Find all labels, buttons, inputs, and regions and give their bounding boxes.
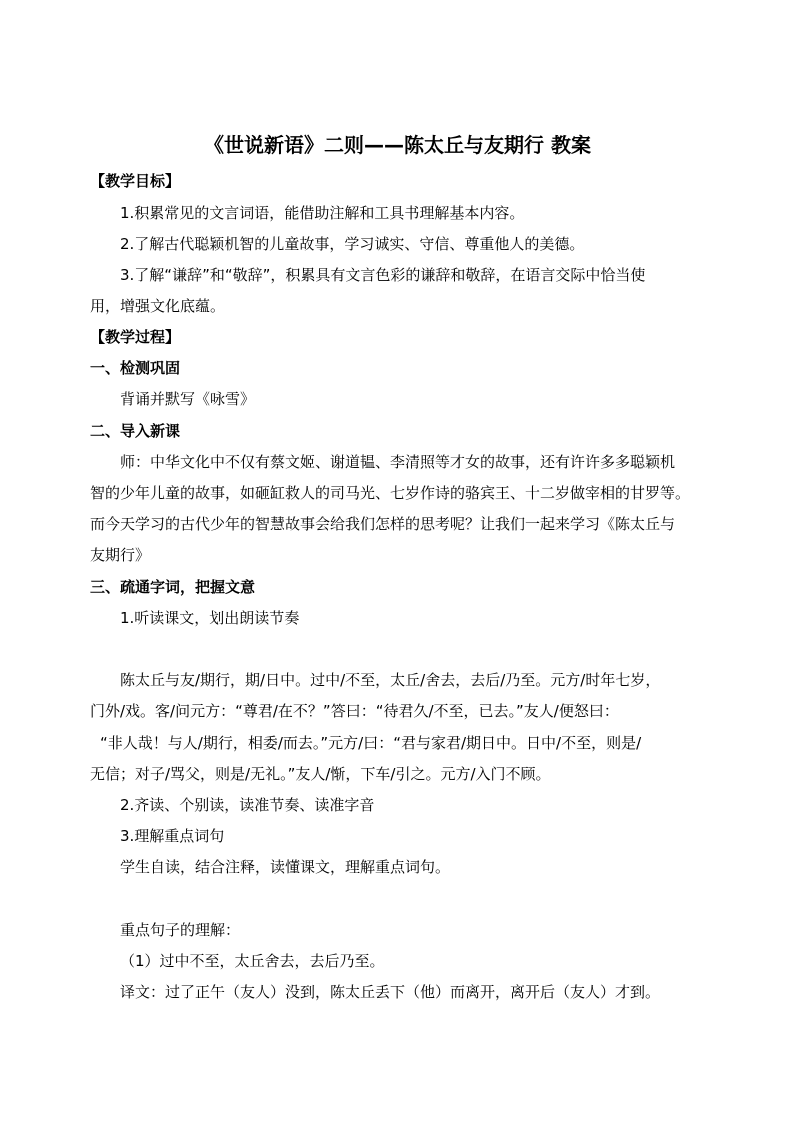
step-3-text: 学生自读，结合注释，读懂课文，理解重点词句。 — [120, 858, 451, 876]
goal-item-1: 1.积累常见的文言词语，能借助注解和工具书理解基本内容。 — [120, 204, 525, 222]
passage-line-3: “非人哉！与人/期行，相委/而去。”元方/曰：“君与家君/期日中。日中/不至，则是/ — [100, 734, 642, 752]
step-3: 3.理解重点词句 — [120, 827, 225, 845]
passage-line-1: 陈太丘与友/期行，期/日中。过中/不至，太丘/舍去，去后/乃至。元方/时年七岁， — [120, 671, 661, 689]
section-2-paragraph-line-4: 友期行》 — [90, 546, 151, 564]
section-3-heading: 三、疏通字词，把握文意 — [90, 578, 256, 596]
section-1-heading: 一、检测巩固 — [90, 359, 181, 377]
section-2-paragraph-line-2: 智的少年儿童的故事，如砸缸救人的司马光、七岁作诗的骆宾王、十二岁做宰相的甘罗等。 — [90, 484, 691, 502]
goal-item-2: 2.了解古代聪颖机智的儿童故事，学习诚实、守信、尊重他人的美德。 — [120, 235, 585, 253]
goal-item-3-line-2: 用，增强文化底蕴。 — [90, 297, 226, 315]
passage-line-4: 无信；对子/骂父，则是/无礼。”友人/惭，下车/引之。元方/入门不顾。 — [90, 765, 551, 783]
passage-line-2: 门外/戏。客/问元方：“尊君/在不？”答曰：“待君久/不至，已去。”友人/便怒曰： — [90, 702, 619, 720]
step-2: 2.齐读、个别读，读准节奏、读准字音 — [120, 796, 375, 814]
teaching-process-heading: 【教学过程】 — [90, 328, 181, 346]
section-2-heading: 二、导入新课 — [90, 422, 181, 440]
section-1-text: 背诵并默写《咏雪》 — [120, 390, 256, 408]
section-2-paragraph-line-1: 师：中华文化中不仅有蔡文姬、谢道韫、李清照等才女的故事，还有许许多多聪颖机 — [120, 453, 676, 471]
translation-1: 译文：过了正午（友人）没到，陈太丘丢下（他）而离开，离开后（友人）才到。 — [120, 983, 661, 1001]
key-sentence-1: （1）过中不至，太丘舍去，去后乃至。 — [120, 952, 385, 970]
teaching-goals-heading: 【教学目标】 — [90, 172, 181, 190]
goal-item-3-line-1: 3.了解“谦辞”和“敬辞”，积累具有文言色彩的谦辞和敬辞，在语言交际中恰当使 — [120, 266, 646, 284]
key-sentences-label: 重点句子的理解： — [120, 921, 241, 939]
document-title: 《世说新语》二则——陈太丘与友期行 教案 — [204, 133, 591, 157]
section-2-paragraph-line-3: 而今天学习的古代少年的智慧故事会给我们怎样的思考呢？让我们一起来学习《陈太丘与 — [90, 515, 676, 533]
step-1: 1.听读课文，划出朗读节奏 — [120, 609, 300, 627]
